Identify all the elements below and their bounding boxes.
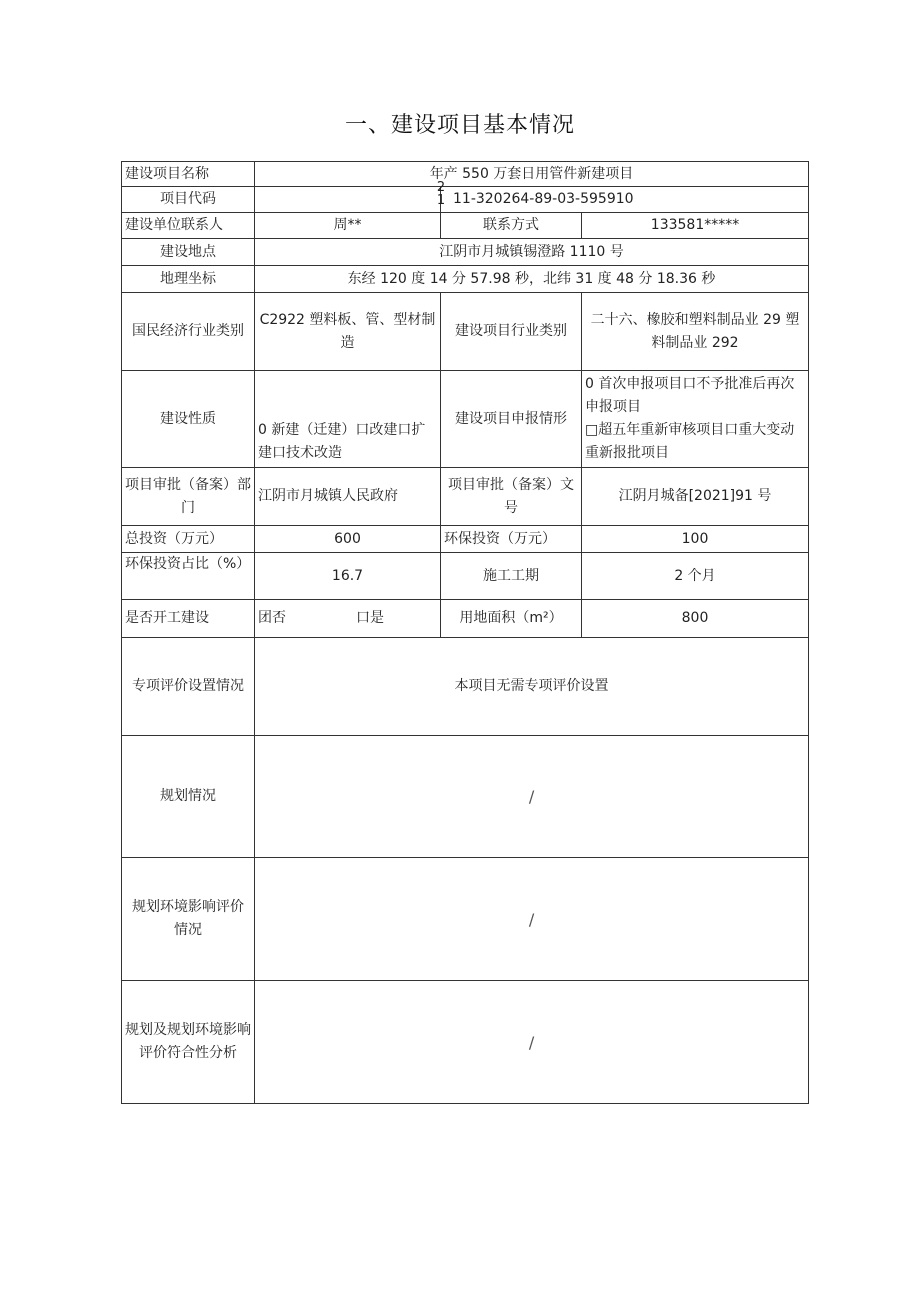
construction-period-label: 施工工期 [441, 553, 582, 600]
table-row [122, 266, 809, 293]
nature-value: 0 新建（迁建）口改建口扩建口技术改造 [255, 371, 441, 468]
started-option-yes: 口是 [356, 610, 384, 626]
project-info-table [121, 161, 809, 1104]
land-area-label: 用地面积（m²） [441, 600, 582, 638]
env-ratio-value: 16.7 [255, 553, 441, 600]
planning-compliance-value: / [255, 981, 809, 1104]
started-label: 是否开工建设 [122, 600, 255, 638]
total-investment-label: 总投资（万元） [122, 526, 255, 553]
project-name-label: 建设项目名称 [122, 162, 255, 187]
industry-value: C2922 塑料板、管、型材制造 [255, 293, 441, 371]
contact-method-value: 133581***** [582, 213, 809, 239]
env-investment-value: 100 [582, 526, 809, 553]
coordinates-value: 东经 120 度 14 分 57.98 秒，北纬 31 度 48 分 18.36 秒 [255, 266, 809, 293]
contact-method-label: 联系方式 [441, 213, 582, 239]
contact-value: 周** [255, 213, 441, 239]
nature-label: 建设性质 [122, 371, 255, 468]
land-area-value: 800 [582, 600, 809, 638]
project-code-prefix [435, 181, 447, 207]
industry-label: 国民经济行业类别 [122, 293, 255, 371]
table-row [122, 187, 809, 213]
table-row [122, 526, 809, 553]
location-label: 建设地点 [122, 239, 255, 266]
table-row [122, 600, 809, 638]
project-code-value-cell [436, 180, 809, 213]
filing-situation-label: 建设项目申报情形 [441, 371, 582, 468]
filing-situation-line1: 0 首次申报项目口不予批准后再次申报项目 [585, 376, 795, 415]
table-row [122, 638, 809, 736]
env-ratio-label: 环保投资占比（%） [122, 553, 255, 600]
project-name-value: 年产 550 万套日用管件新建项目 [255, 162, 809, 187]
table-row [122, 213, 809, 239]
approval-number-label: 项目审批（备案）文号 [441, 468, 582, 526]
planning-label: 规划情况 [122, 736, 255, 858]
construction-period-value: 2 个月 [582, 553, 809, 600]
filing-situation-value [582, 371, 809, 468]
table-row [122, 162, 809, 187]
page-title: 一、建设项目基本情况 [344, 113, 575, 138]
project-code-value: 11-320264-89-03-595910 [453, 191, 634, 207]
env-investment-label: 环保投资（万元） [441, 526, 582, 553]
table-row [122, 553, 809, 600]
project-code-prefix-top: 2 [436, 180, 446, 195]
project-industry-label: 建设项目行业类别 [441, 293, 582, 371]
planning-value: / [255, 736, 809, 858]
planning-eia-value: / [255, 858, 809, 981]
table-row [122, 858, 809, 981]
total-investment-value: 600 [255, 526, 441, 553]
table-row [122, 468, 809, 526]
table-row [122, 239, 809, 266]
planning-eia-label: 规划环境影响评价情况 [122, 858, 255, 981]
approval-number-value: 江阴月城备[2021]91 号 [582, 468, 809, 526]
table-row [122, 736, 809, 858]
special-eval-value: 本项目无需专项评价设置 [255, 638, 809, 736]
special-eval-label: 专项评价设置情况 [122, 638, 255, 736]
project-industry-value: 二十六、橡胶和塑料制品业 29 塑料制品业 292 [582, 293, 809, 371]
started-option-no: 团否 [258, 610, 286, 626]
project-code-prefix-bottom: 1 [436, 193, 446, 208]
contact-label: 建设单位联系人 [122, 213, 255, 239]
project-code-label: 项目代码 [122, 187, 255, 213]
coordinates-label: 地理坐标 [122, 266, 255, 293]
filing-situation-line2: □超五年重新审核项目口重大变动重新报批项目 [585, 422, 795, 461]
table-row [122, 293, 809, 371]
project-code-blank [255, 187, 441, 213]
table-row [122, 981, 809, 1104]
planning-compliance-label: 规划及规划环境影响评价符合性分析 [122, 981, 255, 1104]
approval-dept-label: 项目审批（备案）部门 [122, 468, 255, 526]
started-options [255, 600, 441, 638]
location-value: 江阴市月城镇锡澄路 1110 号 [255, 239, 809, 266]
approval-dept-value: 江阴市月城镇人民政府 [255, 468, 441, 526]
table-row [122, 371, 809, 468]
